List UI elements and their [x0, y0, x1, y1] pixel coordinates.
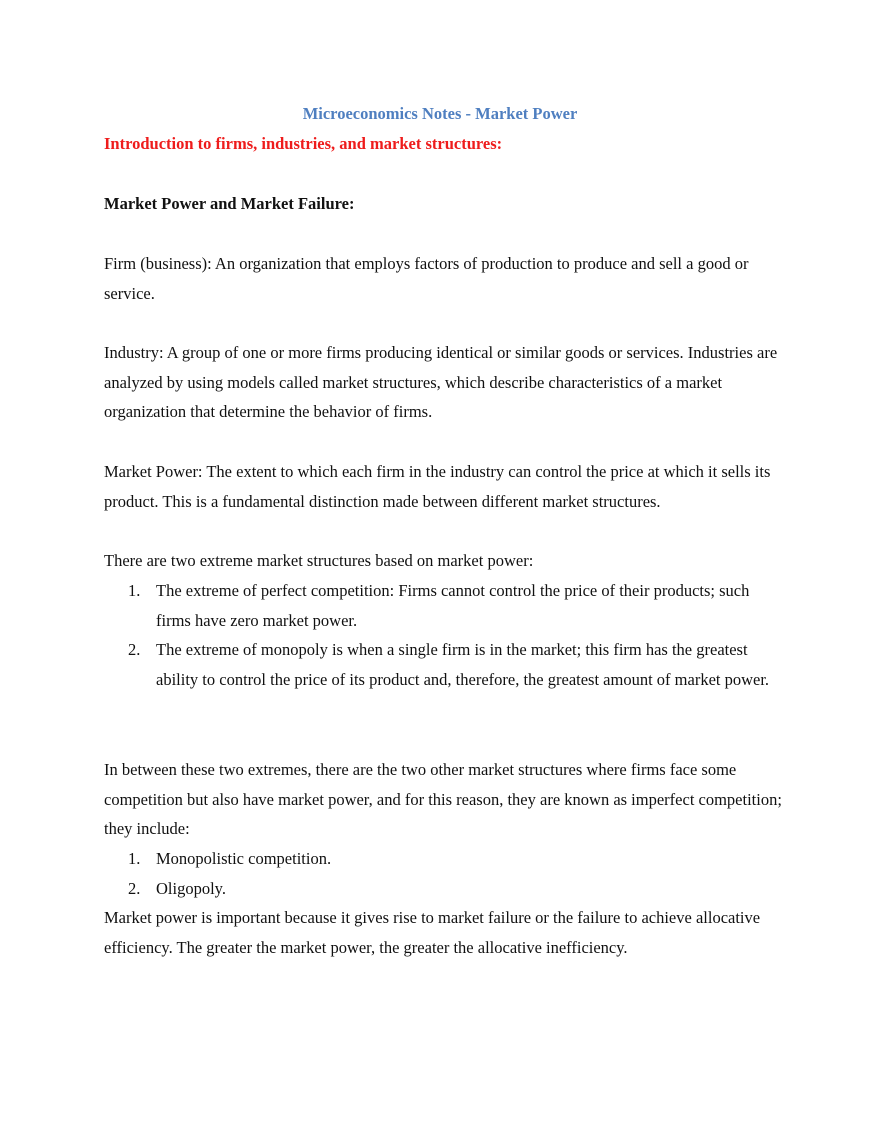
intro-heading: Introduction to firms, industries, and market structures:	[104, 134, 503, 153]
list-item-number: 1.	[128, 849, 141, 868]
market-power-definition: Market Power: The extent to which each firm in the industry can control the price at which it sells its product. This is a fundamental distinction made between different market structures.	[104, 462, 771, 511]
list-item-text: Oligopoly.	[156, 878, 226, 898]
list-item	[104, 874, 784, 904]
list-item	[104, 844, 784, 874]
industry-definition: Industry: A group of one or more firms producing identical or similar goods or services. Industries are analyzed by using models called market structures, which describe characteristics of a market organization that determine the behavior of firms.	[104, 343, 778, 422]
extremes-intro: There are two extreme market structures based on market power:	[104, 551, 534, 570]
list-item	[104, 635, 784, 694]
list-item-number: 2.	[128, 640, 141, 660]
section-heading: Market Power and Market Failure:	[104, 194, 355, 213]
list-item-number: 2.	[128, 878, 141, 898]
list-item-text: The extreme of monopoly is when a single firm is in the market; this firm has the greatest ability to control the price of its product and, therefore, the greatest amount of market power.	[156, 640, 770, 689]
extremes-list	[104, 576, 784, 694]
imperfect-intro: In between these two extremes, there are the two other market structures where firms face some competition but also have market power, and for this reason, they are known as imperfect competition; they include:	[104, 760, 782, 839]
firm-definition: Firm (business): An organization that employs factors of production to produce and sell a good or service.	[104, 254, 749, 303]
conclusion-paragraph: Market power is important because it gives rise to market failure or the failure to achieve allocative efficiency. The greater the market power, the greater the allocative inefficiency.	[104, 908, 761, 957]
imperfect-list	[104, 844, 784, 903]
page-title: Microeconomics Notes - Market Power	[302, 104, 578, 123]
list-item-text: Monopolistic competition.	[156, 849, 332, 868]
list-item-text: The extreme of perfect competition: Firms cannot control the price of their products; such firms have zero market power.	[156, 581, 750, 630]
list-item-number: 1.	[128, 581, 141, 600]
list-item	[104, 576, 784, 635]
